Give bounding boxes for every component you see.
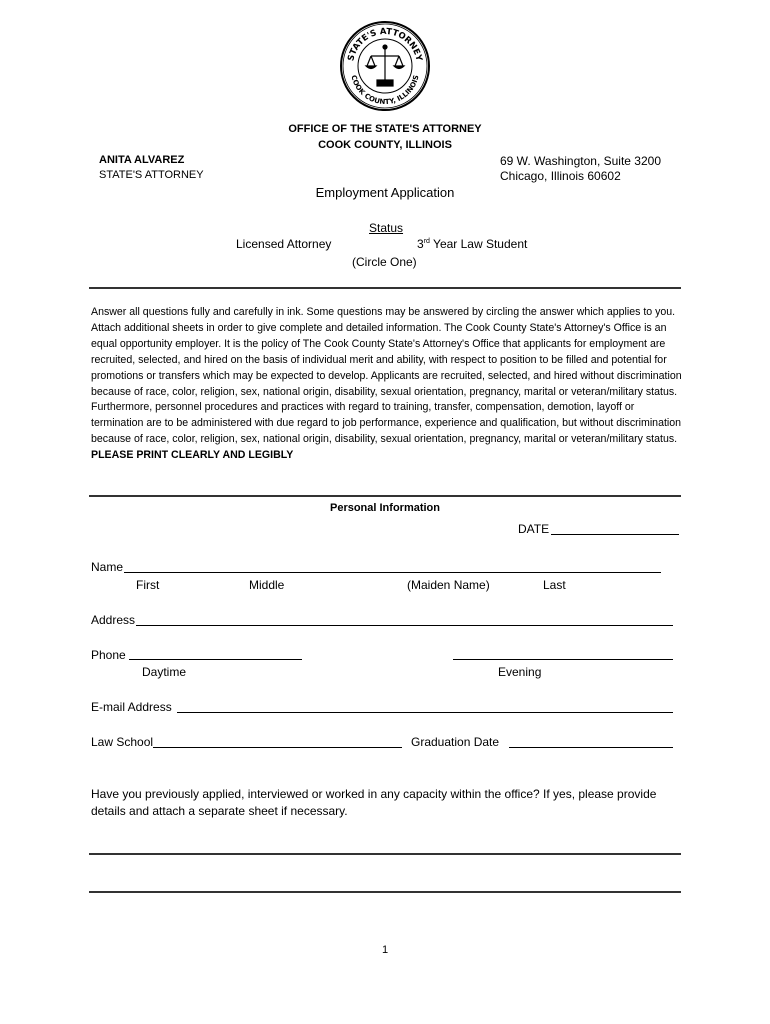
attorney-title: STATE'S ATTORNEY bbox=[99, 169, 204, 181]
law-school-label: Law School bbox=[91, 735, 154, 749]
law-student-year: 3 bbox=[417, 237, 424, 251]
graduation-date-label: Graduation Date bbox=[411, 735, 500, 749]
address-label: Address bbox=[91, 613, 136, 627]
divider-personal bbox=[89, 495, 681, 497]
status-option-law-student[interactable] bbox=[417, 237, 527, 251]
law-student-text: Year Law Student bbox=[429, 237, 528, 251]
phone-daytime-field[interactable] bbox=[129, 659, 302, 660]
law-school-field[interactable] bbox=[153, 747, 402, 748]
previous-applied-question: Have you previously applied, interviewed or worked in any capacity within the office? If yes, please provide details and attach a separate sheet if necessary. bbox=[91, 787, 657, 818]
office-address-line2: Chicago, Illinois 60602 bbox=[500, 169, 621, 183]
name-first-caption: First bbox=[136, 578, 160, 592]
law-student-ordinal: rd bbox=[423, 238, 430, 245]
circle-one-instruction: (Circle One) bbox=[352, 255, 417, 269]
address-field[interactable] bbox=[136, 625, 673, 626]
seal-graphic bbox=[339, 20, 431, 112]
name-last-caption: Last bbox=[543, 578, 566, 592]
instructions-emphasis: PLEASE PRINT CLEARLY AND LEGIBLY bbox=[91, 449, 294, 462]
personal-info-heading: Personal Information bbox=[329, 502, 441, 514]
divider-top bbox=[89, 287, 681, 289]
phone-label: Phone bbox=[91, 648, 126, 662]
phone-evening-caption: Evening bbox=[498, 665, 542, 679]
answer-line-2[interactable] bbox=[89, 891, 681, 893]
seal-bottom-text: COOK COUNTY, ILLINOIS bbox=[349, 74, 421, 107]
phone-evening-field[interactable] bbox=[453, 659, 673, 660]
email-label: E-mail Address bbox=[91, 700, 172, 714]
name-middle-caption: Middle bbox=[249, 578, 285, 592]
name-maiden-caption: (Maiden Name) bbox=[407, 578, 490, 592]
instructions-paragraph bbox=[91, 305, 685, 464]
attorney-name: ANITA ALVAREZ bbox=[99, 154, 185, 166]
date-label: DATE bbox=[518, 522, 550, 536]
page-number: 1 bbox=[381, 944, 389, 956]
seal-top-text: STATE'S ATTORNEY bbox=[346, 26, 424, 63]
status-option-licensed-attorney[interactable]: Licensed Attorney bbox=[236, 237, 332, 251]
phone-daytime-caption: Daytime bbox=[142, 665, 187, 679]
county-heading: COOK COUNTY, ILLINOIS bbox=[318, 139, 452, 151]
office-heading: OFFICE OF THE STATE'S ATTORNEY bbox=[288, 123, 482, 135]
form-title: Employment Application bbox=[315, 185, 455, 200]
name-field[interactable] bbox=[124, 572, 661, 573]
graduation-date-field[interactable] bbox=[509, 747, 673, 748]
county-seal bbox=[339, 20, 431, 112]
scales-icon bbox=[366, 45, 404, 86]
status-label: Status bbox=[369, 221, 404, 235]
office-address-line1: 69 W. Washington, Suite 3200 bbox=[500, 154, 661, 168]
email-field[interactable] bbox=[177, 712, 673, 713]
answer-line-1[interactable] bbox=[89, 853, 681, 855]
instructions-body: Answer all questions fully and carefully in ink. Some questions may be answered by circling the answer which applies to you. Attach additional sheets in order to give complete and detailed information. The Cook County State's Attorney's Office is an equal opportunity employer. It is the policy of The Cook County State's Attorney's Office that applicants for employment are recruited, selected, and hired on the basis of individual merit and ability, with respect to position to be filled and potential for promotions or transfers which may be expected to develop. Applicants are recruited, selected, and hired without discrimination because of race, color, religion, sex, national origin, disability, sexual orientation, pregnancy, marital or veteran/military status. Furthermore, personnel procedures and practices with regard to training, transfer, compensation, demotion, layoff or termination are to be administered with due regard to job performance, experience and qualification, but without discrimination because of race, color, religion, sex, national origin, disability, sexual orientation, pregnancy, marital or veteran/military status. bbox=[91, 306, 682, 446]
date-field[interactable] bbox=[551, 534, 679, 535]
name-label: Name bbox=[91, 560, 124, 574]
